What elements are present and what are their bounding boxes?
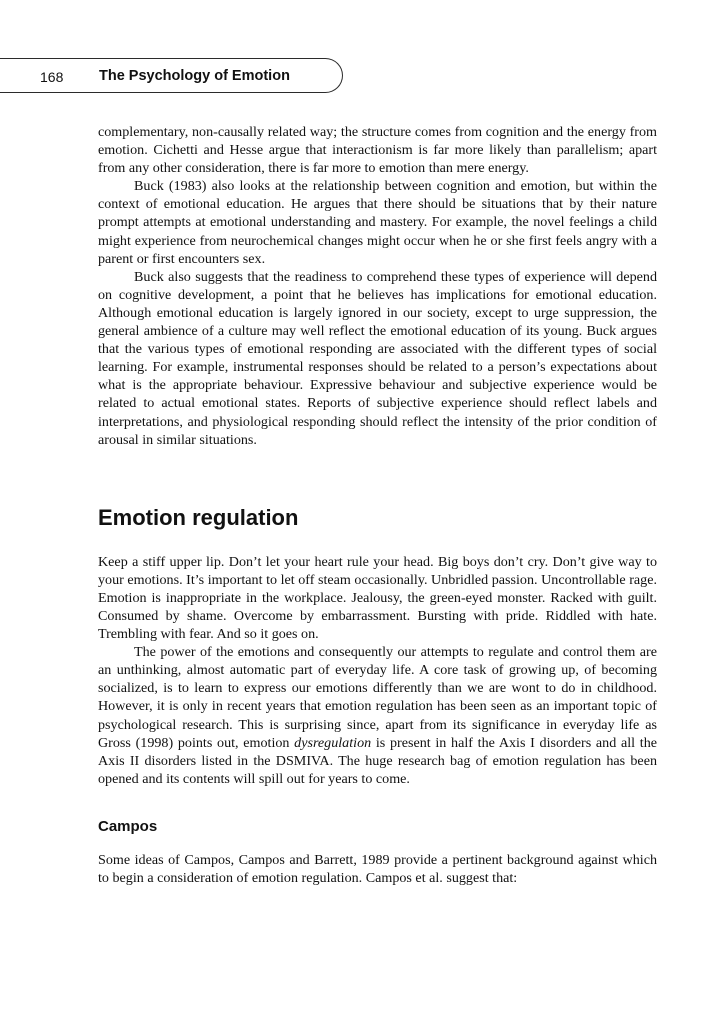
running-header bbox=[0, 58, 343, 93]
book-title: The Psychology of Emotion bbox=[99, 68, 290, 84]
emotion-regulation-paragraph-2 bbox=[98, 643, 657, 788]
buck-paragraph-1: Buck (1983) also looks at the relationship between cognition and emotion, but within the context of emotional education. He argues that there should be situations that by their nature prompt attempts at emotional understanding and mastery. For example, the novel feelings a child might experience from neurochemical changes might occur when he or she first feels angry with a parent or first encounters sex. bbox=[98, 178, 657, 267]
section-heading: Emotion regulation bbox=[98, 504, 299, 530]
buck-paragraph-2: Buck also suggests that the readiness to comprehend these types of experience will depend on cognitive development, a point that he believes has implications for emotional education. Although emotional education is largely ignored in our society, except to urge suppression, the general ambience of a culture may well reflect the emotional education of its young. Buck argues that the various types of emotional responding are associated with the different types of social learning. For example, instrumental responses should be related to a person’s expectations about what is the appropriate behaviour. Expressive behaviour and subjective experience would be related to actual emotional states. Reports of subjective experience should reflect labels and interpretations, and physiological responding should reflect the intensity of the prior condition of arousal in similar situations. bbox=[98, 268, 657, 448]
page-number: 168 bbox=[40, 69, 64, 85]
page-body bbox=[98, 123, 657, 887]
paragraph-text-end: is present in half the Axis I disorders and all the Axis II disorders listed in the DSMIVA. The huge research bag of emotion regulation has been opened and its contents will spill out for years to come. bbox=[98, 734, 657, 787]
campos-paragraph: Some ideas of Campos, Campos and Barrett, 1989 provide a pertinent background against which to begin a consideration of emotion regulation. Campos et al. suggest that: bbox=[98, 851, 657, 886]
paragraph-text-start: The power of the emotions and consequently our attempts to regulate and control them are an unthinking, almost automatic part of everyday life. A core task of growing up, of becoming socialized, is to learn to express our emotions differently than we are wont to do in childhood. However, it is only in recent years that emotion regulation has been seen as an important topic of psychological research. This is surprising since, apart from its significance in everyday life as Gross (1998) points out, emotion bbox=[98, 644, 657, 751]
subsection-heading: Campos bbox=[98, 817, 158, 835]
emotion-regulation-paragraph-1: Keep a stiff upper lip. Don’t let your heart rule your head. Big boys don’t cry. Don’t give way to your emotions. It’s important to let off steam occasionally. Unbridled passion. Uncontrollable rage. Emotion is inappropriate in the workplace. Jealousy, the green-eyed monster. Racked with guilt. Consumed by shame. Overcome by embarrassment. Bursting with pride. Riddled with hate. Trembling with fear. And so it goes on. bbox=[98, 553, 657, 643]
dysregulation-term: dysregulation bbox=[294, 734, 372, 751]
continuation-paragraph: complementary, non-causally related way; the structure comes from cognition and the energy from emotion. Cichetti and Hesse argue that interactionism is far more likely than parallelism; apart from any other consideration, there is far more to emotion than mere energy. bbox=[98, 124, 657, 177]
